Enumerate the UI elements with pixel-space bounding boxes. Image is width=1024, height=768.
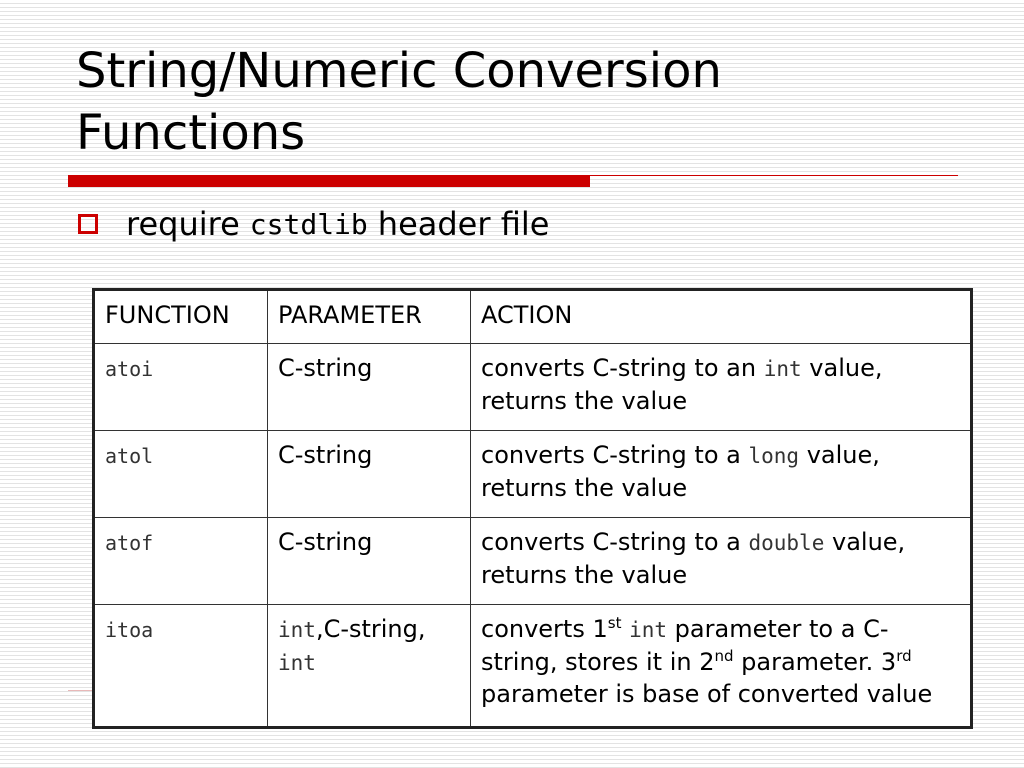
action-code: int xyxy=(629,618,668,643)
parameter-cell: C-string xyxy=(268,344,471,431)
title-divider-thick xyxy=(68,175,590,187)
function-name: atol xyxy=(105,444,154,469)
bullet-text-post: header file xyxy=(377,205,550,243)
parameter-cell xyxy=(268,605,471,728)
header-function: FUNCTION xyxy=(94,290,268,344)
bullet-text-pre: require xyxy=(126,205,240,243)
function-cell xyxy=(94,431,268,518)
action-code: long xyxy=(748,444,800,469)
action-text: converts 1 xyxy=(481,615,608,644)
parameter-code: int xyxy=(278,651,316,676)
ordinal-suffix: nd xyxy=(714,647,734,666)
ordinal-suffix: st xyxy=(607,614,622,633)
action-text: converts C-string to an xyxy=(481,354,757,382)
action-text: parameter. 3 xyxy=(741,648,897,677)
function-cell xyxy=(94,344,268,431)
function-cell xyxy=(94,605,268,728)
action-text: converts C-string to a xyxy=(481,528,741,557)
square-bullet-icon xyxy=(78,214,98,234)
table-row xyxy=(94,518,972,605)
header-action: ACTION xyxy=(471,290,972,344)
bullet-code: cstdlib xyxy=(249,207,368,241)
action-code: double xyxy=(748,531,825,556)
table-row xyxy=(94,344,972,431)
slide-title xyxy=(76,40,956,164)
parameter-cell: C-string xyxy=(268,518,471,605)
bullet-item xyxy=(78,202,549,246)
action-text: value, returns the value xyxy=(481,441,880,503)
action-cell xyxy=(471,605,972,728)
function-name: atoi xyxy=(105,357,154,381)
function-cell xyxy=(94,518,268,605)
table-row xyxy=(94,605,972,728)
action-text: parameter is base of converted value xyxy=(481,680,933,709)
title-line-2: Functions xyxy=(76,105,306,161)
action-code: int xyxy=(763,357,802,381)
action-cell xyxy=(471,518,972,605)
conversion-functions-table xyxy=(92,288,973,729)
ordinal-suffix: rd xyxy=(896,647,912,666)
title-line-1: String/Numeric Conversion xyxy=(76,43,722,99)
table-row xyxy=(94,431,972,518)
function-name: atof xyxy=(105,531,154,556)
action-text: parameter to a C-string, stores it in 2 xyxy=(481,615,889,677)
header-parameter: PARAMETER xyxy=(268,290,471,344)
action-cell xyxy=(471,431,972,518)
table-header-row xyxy=(94,290,972,344)
action-text: value, returns the value xyxy=(481,528,906,590)
parameter-code: int xyxy=(278,618,316,643)
parameter-text: ,C-string, xyxy=(315,615,426,644)
action-cell xyxy=(471,344,972,431)
action-text: value, returns the value xyxy=(481,354,883,415)
parameter-cell: C-string xyxy=(268,431,471,518)
action-text: converts C-string to a xyxy=(481,441,741,470)
function-name: itoa xyxy=(105,618,154,643)
